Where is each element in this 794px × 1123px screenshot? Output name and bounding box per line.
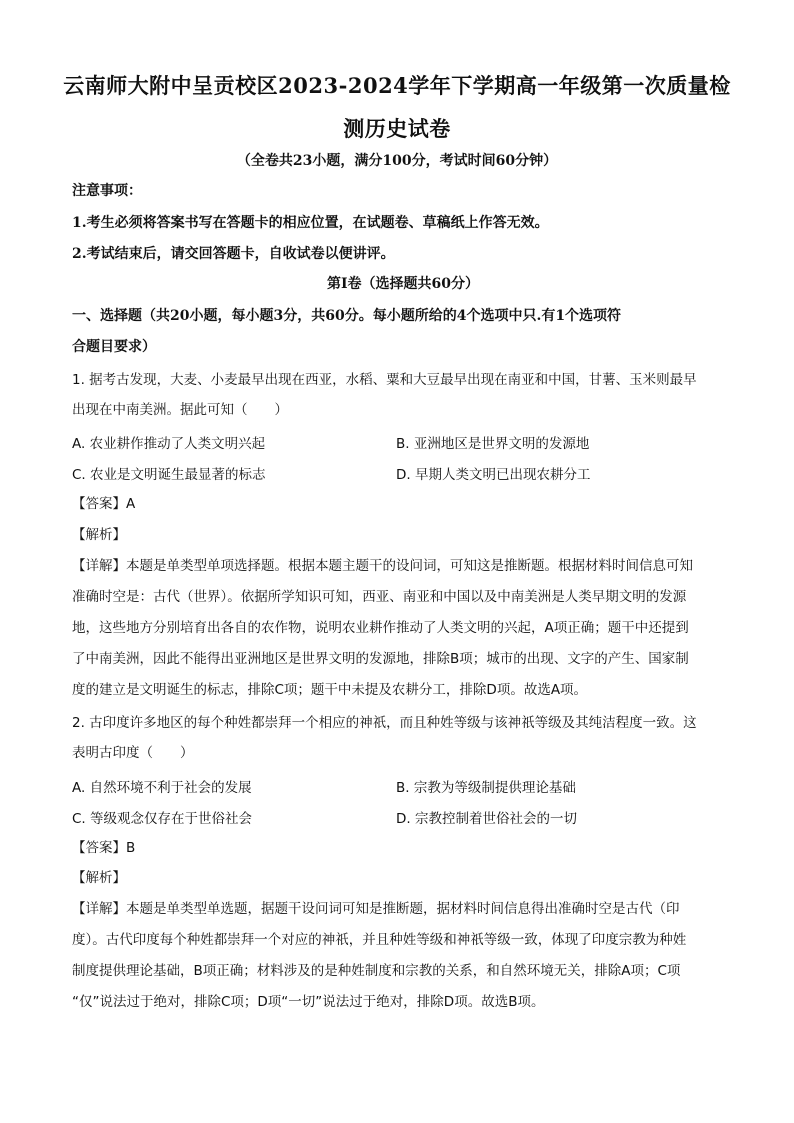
q1-option-c: C. 农业是文明诞生最显著的标志 [72, 467, 266, 483]
q1-detail-line5: 度的建立是文明诞生的标志，排除C项；题干中未提及农耕分工，排除D项。故选A项。 [72, 682, 588, 698]
q2-detail-line4: “仅”说法过于绝对，排除C项；D项“一切”说法过于绝对，排除D项。故选B项。 [72, 994, 545, 1010]
part-heading-line1: 一、选择题（共20小题，每小题3分，共60分。每小题所给的4个选项中只.有1个选项符 [72, 308, 622, 324]
notice-item-2: 2.考试结束后，请交回答题卡，自收试卷以便讲评。 [72, 246, 395, 262]
volume-heading: 第Ⅰ卷（选择题共60分） [326, 276, 480, 292]
q2-option-a: A. 自然环境不利于社会的发展 [72, 780, 252, 796]
q2-answer: 【答案】B [72, 840, 136, 856]
q2-stem-line1: 2. 古印度许多地区的每个种姓都崇拜一个相应的神祇，而且种姓等级与该神祇等级及其纯洁程度一致。这 [72, 715, 697, 731]
q2-detail-line2: 度）。古代印度每个种姓都崇拜一个对应的神祇，并且种姓等级和神祇等级一致，体现了印度宗教为种姓 [72, 932, 687, 948]
q1-detail-line1: 【详解】本题是单类型单项选择题。根据本题主题干的设问词，可知这是推断题。根据材料时间信息可知 [72, 558, 693, 574]
q1-option-b: B. 亚洲地区是世界文明的发源地 [396, 436, 590, 452]
q1-stem-line2: 出现在中南美洲。据此可知（ ） [72, 402, 288, 418]
q2-option-b: B. 宗教为等级制提供理论基础 [396, 780, 576, 796]
exam-title-line2: 测历史试卷 [343, 116, 451, 141]
q2-detail-line3: 制度提供理论基础，B项正确；材料涉及的是种姓制度和宗教的关系，和自然环境无关，排除A项；C项 [72, 963, 681, 979]
q1-option-d: D. 早期人类文明已出现农耕分工 [396, 467, 591, 483]
q1-detail-line4: 了中南美洲，因此不能得出亚洲地区是世界文明的发源地，排除B项；城市的出现、文字的产生、国家制 [72, 651, 689, 667]
q1-option-a: A. 农业耕作推动了人类文明兴起 [72, 436, 266, 452]
q2-stem-line2: 表明古印度（ ） [72, 745, 194, 761]
q2-analysis-label: 【解析】 [72, 870, 126, 886]
exam-title-line1: 云南师大附中呈贡校区2023-2024学年下学期高一年级第一次质量检 [63, 73, 731, 98]
q1-answer: 【答案】A [72, 496, 136, 512]
notice-item-1: 1.考生必须将答案书写在答题卡的相应位置，在试题卷、草稿纸上作答无效。 [72, 215, 549, 231]
q1-detail-line2: 准确时空是：古代（世界）。依据所学知识可知，西亚、南亚和中国以及中南美洲是人类早期文明的发源 [72, 589, 687, 605]
exam-subtitle: （全卷共23小题，满分100分，考试时间60分钟） [236, 153, 558, 169]
q1-analysis-label: 【解析】 [72, 527, 126, 543]
notice-heading: 注意事项： [72, 183, 142, 199]
q2-option-c: C. 等级观念仅存在于世俗社会 [72, 811, 253, 827]
q1-stem-line1: 1. 据考古发现，大麦、小麦最早出现在西亚，水稻、粟和大豆最早出现在南亚和中国，甘薯、玉米则最早 [72, 372, 697, 388]
q2-detail-line1: 【详解】本题是单类型单选题，据题干设问词可知是推断题，据材料时间信息得出准确时空是古代（印 [72, 901, 680, 917]
part-heading-line2: 合题目要求） [72, 339, 156, 355]
q2-option-d: D. 宗教控制着世俗社会的一切 [396, 811, 577, 827]
q1-detail-line3: 地，这些地方分别培育出各自的农作物，说明农业耕作推动了人类文明的兴起，A项正确；题干中还提到 [72, 620, 689, 636]
